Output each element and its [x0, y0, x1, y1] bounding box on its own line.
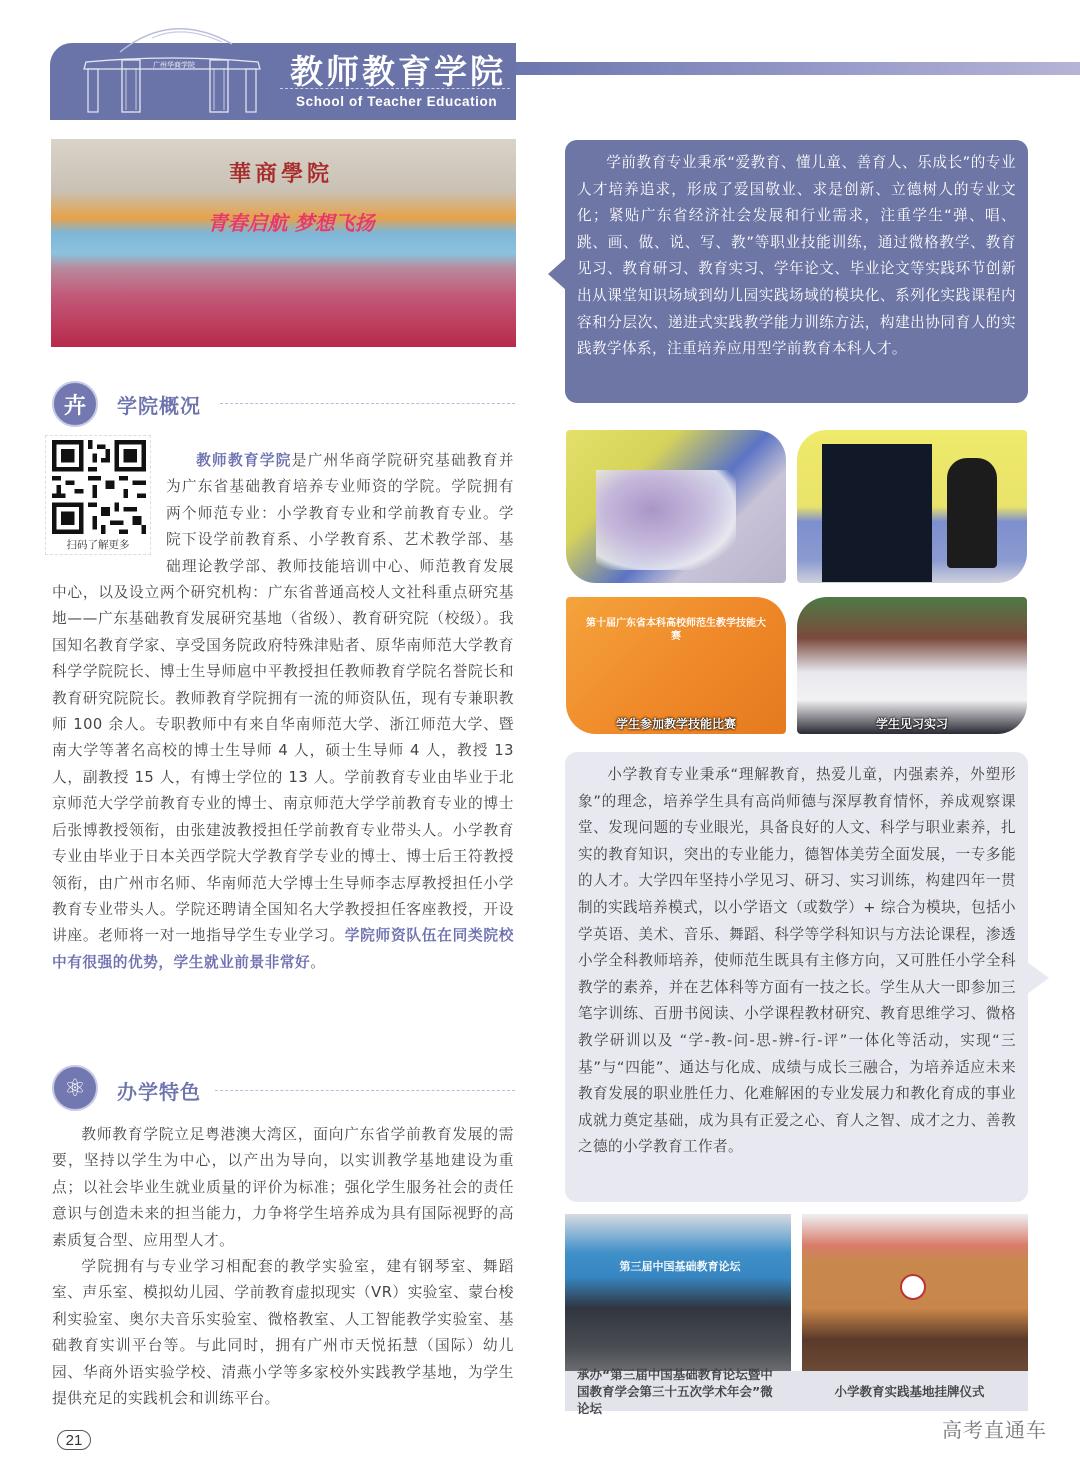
- features-paragraph-2: 学院拥有与专业学习相配套的教学实验室，建有钢琴室、舞蹈室、声乐室、模拟幼儿园、学前教育虚拟现实（VR）实验室、蒙台梭利实验室、奥尔夫音乐实验室、微格教室、人工智能教学实验室、基础教育实训平台等。与此同时，拥有广州市天悦拓慧（国际）幼儿园、华商外语实验学校、清燕小学等多家校外实践教学基地，为学生提供充足的实践机会和训练平台。: [52, 1258, 514, 1408]
- overview-section-icon: 卉: [52, 381, 98, 427]
- plaque-ceremony-photo: [802, 1214, 1028, 1371]
- college-name-highlight: 教师教育学院: [195, 452, 292, 469]
- hero-sign-text: 華商學院: [229, 162, 334, 187]
- campus-gate-icon: [82, 24, 262, 116]
- ceremony-caption: 小学教育实践基地挂牌仪式: [791, 1371, 1028, 1411]
- forum-caption: 承办“第三届中国基础教育论坛暨中国教育学会第三十五次学术年会”微论坛: [565, 1371, 791, 1411]
- primary-education-text: 小学教育专业秉承“理解教育，热爱儿童，内强素养，外塑形象”的理念，培养学生具有高尚师德与深厚教育情怀，养成观察课堂、发现问题的专业眼光，具备良好的人文、科学与职业素养，扎实的教育知识，突出的专业能力，德智体美劳全面发展，一专多能的人才。大学四年坚持小学见习、研习、实习训练，构建四年一贯制的实践培养模式，以小学语文（或数学）+ 综合为模块，包括小学英语、美术、音乐、舞蹈、科学等学科知识与方法论课程，渗透小学全科教师培养，使师范生既具有主修方向，又可胜任小学全科教学的素养，并在艺体科等方面有一技之长。学生从大一即参加三笔字训练、百册书阅读、小学课程教材研究、教育思维学习、微格教学研训以及 “学-教-问-思-辨-行-评”一体化等活动，实现“三基”与“四能”、通达与化成、成绩与成长三融合，为培养适应未来教育发展的职业胜任力、化难解困的专业发展力和教化育成的事业成就力奠定基础，成为具有正爱之心、育人之智、成才之力、善教之德的小学教育工作者。: [578, 766, 1016, 1156]
- piano-photo: [797, 430, 1027, 583]
- features-section-icon: ⚛: [52, 1065, 98, 1111]
- bubble-tail: [1027, 962, 1049, 994]
- hero-group-photo: [51, 139, 516, 347]
- features-section-title: 办学特色: [117, 1080, 201, 1104]
- skills-competition-photo: [566, 597, 786, 734]
- overview-closing-highlight: 学院师资队伍在同类院校中有很强的优势，学生就业前景非常好: [52, 927, 514, 971]
- preschool-education-text: 学前教育专业秉承“爱教育、懂儿童、善育人、乐成长”的专业人才培养追求，形成了爱国敬业、求是创新、立德树人的专业文化；紧贴广东省经济社会发展和行业需求，注重学生“弹、唱、跳、画、做、说、写、教”等职业技能训练，通过微格教学、教育见习、教育研习、教育实习、学年论文、毕业论文等实践环节创新出从课堂知识场域到幼儿园实践场域的模块化、系列化实践课程内容和分层次、递进式实践教学能力训练方法，构建出协同育人的实践教学体系，注重培养应用型学前教育本科人才。: [577, 154, 1016, 358]
- svg-text:广州华商学院: 广州华商学院: [153, 61, 195, 69]
- hero-banner-text: 青春启航 梦想飞扬: [207, 211, 375, 235]
- features-paragraph-1: 教师教育学院立足粤港澳大湾区，面向广东省学前教育发展的需要，坚持以学生为中心，以产出为导向，以实训教学基地建设为重点；以社会毕业生就业质量的评价为标准；强化学生服务社会的责任意识与创造未来的担当能力，力争将学生培养成为具有国际视野的高素质复合型、应用型人才。: [52, 1126, 514, 1249]
- photo-caption: 学生见习实习: [875, 717, 948, 731]
- forum-banner-text: 第三届中国基础教育论坛: [619, 1260, 741, 1273]
- overview-body-text: 是广州华商学院研究基础教育并为广东省基础教育培养专业师资的学院。学院拥有两个师范专业：小学教育专业和学前教育专业。学院下设学前教育系、小学教育系、艺术教学部、基础理论教学部、教师技能培训中心、师范教育发展中心，以及设立两个研究机构：广东省普通高校人文社科重点研究基地——广东基础教育发展研究基地（省级）、教育研究院（校级）。我国知名教育学家、享受国务院政府特殊津贴者、原华南师范大学教育科学学院院长、博士生导师扈中平教授担任教师教育学院名誉院长和教育研究院院长。教师教育学院拥有一流的师资队伍，现有专兼职教师 100 余人。专职教师中有来自华南师范大学、浙江师范大学、暨南大学等著名高校的博士生导师 4 人，硕士生导师 4 人，教授 13 人，副教授 15 人，有博士学位的 13 人。学前教育专业由毕业于北京师范大学学前教育专业的博士、南京师范大学学前教育专业的博士后张博教授领衔，由张建波教授担任学前教育专业带头人。小学教育专业由毕业于日本关西学院大学教育学专业的博士、博士后王符教授领衔，由广州市名师、华南师范大学博士生导师李志厚教授担任小学教育专业带头人。学院还聘请全国知名大学教授担任客座教授，开设讲座。老师将一对一地指导学生专业学习。: [52, 452, 514, 945]
- dance-photo: [566, 430, 786, 583]
- qr-caption: 扫码了解更多: [66, 539, 130, 551]
- header-divider: [280, 88, 510, 89]
- bubble-tail: [548, 258, 566, 290]
- page-title: 教师教育学院: [290, 52, 506, 91]
- overview-paragraph: 教师教育学院是广州华商学院研究基础教育并为广东省基础教育培养专业师资的学院。学院拥有两个师范专业：小学教育专业和学前教育专业。学院下设学前教育系、小学教育系、艺术教学部、基础理论教学部、教师技能培训中心、师范教育发展中心，以及设立两个研究机构：广东省普通高校人文社科重点研究基地——广东基础教育发展研究基地（省级）、教育研究院（校级）。我国知名教育学家、享受国务院政府特殊津贴者、原华南师范大学教育科学学院院长、博士生导师扈中平教授担任教师教育学院名誉院长和教育研究院院长。教师教育学院拥有一流的师资队伍，现有专兼职教师 100 余人。专职教师中有来自华南师范大学、浙江师范大学、暨南大学等著名高校的博士生导师 4 人，硕士生导师 4 人，教授 13 人，副教授 15 人，有博士学位的 13 人。学前教育专业由毕业于北京师范大学学前教育专业的博士、南京师范大学学前教育专业的博士后张博教授领衔，由张建波教授担任学前教育专业带头人。小学教育专业由毕业于日本关西学院大学教育学专业的博士、博士后王符教授领衔，由广州市名师、华南师范大学博士生导师李志厚教授担任小学教育专业带头人。学院还聘请全国知名大学教授担任客座教授，开设讲座。老师将一对一地指导学生专业学习。学院师资队伍在同类院校中有很强的优势，学生就业前景非常好。: [52, 448, 514, 976]
- internship-photo: [797, 597, 1027, 734]
- page-number: 21: [57, 1430, 91, 1450]
- competition-banner-text: 第十届广东省本科高校师范生教学技能大赛: [586, 618, 766, 642]
- page-subtitle: School of Teacher Education: [296, 94, 498, 109]
- photo-caption: 学生参加教学技能比赛: [615, 717, 736, 731]
- forum-photo: [565, 1214, 791, 1371]
- primary-education-bubble: [565, 752, 1028, 1202]
- section-divider: [215, 1090, 515, 1091]
- overview-section-title: 学院概况: [117, 394, 201, 418]
- watermark: 高考直通车: [942, 1418, 1047, 1442]
- section-divider: [220, 403, 515, 404]
- qr-float-spacer: [52, 448, 166, 554]
- features-paragraphs: [52, 1122, 514, 1412]
- preschool-education-bubble: [565, 140, 1028, 403]
- header-gradient-bar: [510, 62, 1080, 75]
